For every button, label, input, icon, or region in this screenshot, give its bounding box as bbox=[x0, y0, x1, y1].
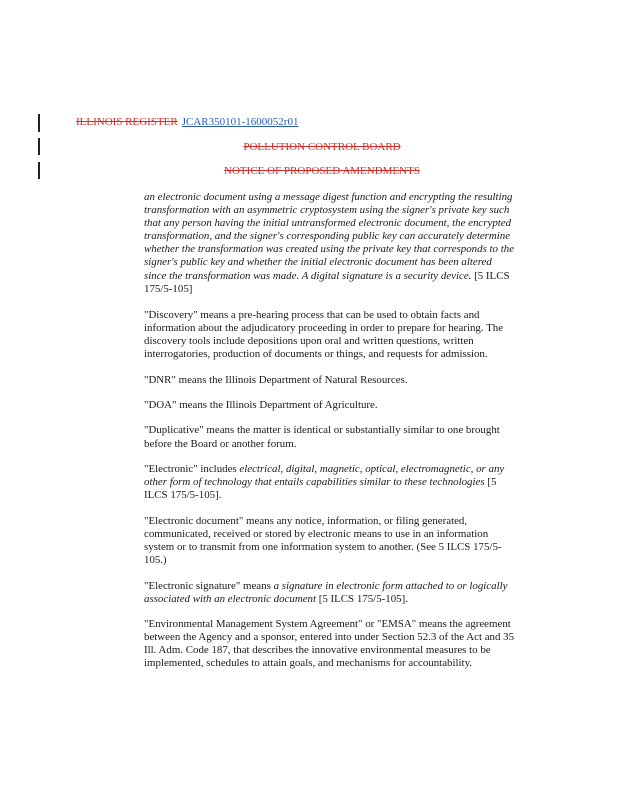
notice-header bbox=[0, 165, 644, 178]
notice-struck-text: NOTICE OF PROPOSED AMENDMENTS bbox=[224, 165, 420, 177]
electronic-italic: electrical, digital, magnetic, optical, electromagnetic, or any other form of technology that entails capabilities similar to these technologies bbox=[144, 463, 505, 489]
esig-lead: "Electronic signature" means bbox=[144, 579, 274, 592]
definition-electronic bbox=[144, 463, 516, 502]
register-inserted-text: JCAR350101-1600052r01 bbox=[181, 116, 299, 128]
electronic-lead: "Electronic" includes bbox=[144, 463, 240, 476]
register-struck-text: ILLINOIS REGISTER bbox=[76, 116, 178, 128]
esig-italic: a signature in electronic form attached to or logically associated with an electronic document bbox=[144, 579, 508, 605]
board-struck-text: POLLUTION CONTROL BOARD bbox=[243, 141, 401, 153]
definition-discovery: "Discovery" means a pre-hearing process that can be used to obtain facts and information about the adjudicatory proceeding in order to prepare for hearing. The discovery tools include depositions upon oral and written questions, written interrogatories, production of documents or things, and requests for admission. bbox=[144, 308, 504, 361]
esig-cite: [5 ILCS 175/5-105]. bbox=[316, 592, 408, 605]
electronic-cite: [5 ILCS 175/5-105]. bbox=[144, 476, 497, 502]
digital-signature-continuation bbox=[144, 191, 516, 296]
definition-electronic-signature bbox=[144, 580, 516, 606]
definition-dnr: "DNR" means the Illinois Department of Natural Resources. bbox=[144, 373, 408, 386]
digital-signature-cite: [5 ILCS 175/5-105] bbox=[144, 269, 510, 295]
register-header bbox=[76, 116, 298, 129]
board-header bbox=[0, 141, 644, 154]
definition-electronic-document: "Electronic document" means any notice, information, or filing generated, communicated, received or stored by electronic means to use in an information system or to transmit from one information system to another. (See 5 ILCS 175/5-105.) bbox=[144, 514, 502, 567]
digital-signature-italic: an electronic document using a message digest function and encrypting the resulting transformation with an asymmetric cryptosystem using the signer's private key such that any person having the initial untransformed electronic document, the encrypted transformation, and the signer's corresponding public key can accurately determine whether the transformation was created using the private key that corresponds to the signer's public key and whether the initial electronic document has been altered since the transformation was made. A digital signature is a security device. bbox=[144, 191, 515, 282]
definition-duplicative: "Duplicative" means the matter is identical or substantially similar to one brought before the Board or another forum. bbox=[144, 424, 500, 450]
definition-emsa: "Environmental Management System Agreement" or "EMSA" means the agreement between the Agency and a sponsor, entered into under Section 52.3 of the Act and 35 Ill. Adm. Code 187, that describes the innovative environmental measures to be implemented, schedules to attain goals, and mechanisms for accountability. bbox=[144, 618, 515, 670]
definition-doa: "DOA" means the Illinois Department of Agriculture. bbox=[144, 399, 378, 411]
document-body bbox=[144, 191, 516, 683]
change-bar-register bbox=[38, 114, 40, 132]
